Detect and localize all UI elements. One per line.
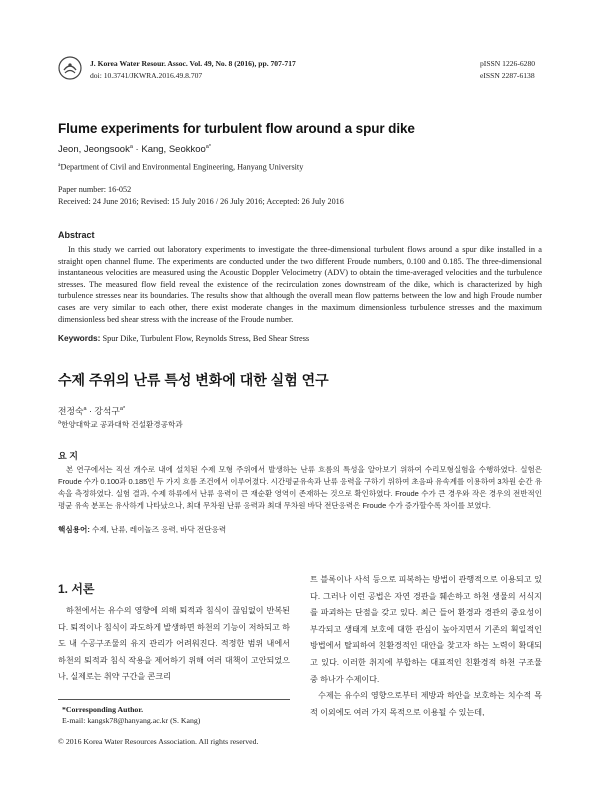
- korean-keywords-label: 핵심용어:: [58, 525, 90, 534]
- copyright: © 2016 Korea Water Resources Association. All rights reserved.: [58, 737, 259, 746]
- paper-meta: [58, 184, 344, 208]
- intro-right-column: [310, 572, 542, 721]
- paper-title: Flume experiments for turbulent flow around a spur dike: [58, 121, 415, 136]
- corresponding-author-email[interactable]: E-mail: kangsk78@hanyang.ac.kr (S. Kang): [62, 716, 201, 725]
- corresponding-author-footnote: [62, 704, 200, 726]
- korean-summary-body: 본 연구에서는 직선 개수로 내에 설치된 수제 모형 주위에서 발생하는 난류 흐름의 특성을 알아보기 위하여 수리모형실험을 수행하였다. 실험은 Froude 수가 0.100과 0.185인 두 가지 흐름 조건에서 이루어졌다. 시간평균유속과 난류 응력을 구하기 위하여 초음파 유속계를 이용하여 3차원 순간 유속을 측정하였다. 실험 결과, 수제 하류에서 난류 응력이 큰 재순환 영역이 존재하는 것으로 확인하였다. Froude 수가 큰 경우와 작은 경우의 전반적인 평균 유속 분포는 유사하게 나타났으나, 최대 무차원 난류 응력과 최대 무차원 바닥 전단응력은 Froude 수가 증가할수록 차이를 보였다.: [58, 465, 542, 510]
- korean-summary-heading: 요 지: [58, 451, 78, 461]
- abstract-body: In this study we carried out laboratory experiments to investigate the three-dimensional turbulent flows around a spur dike installed in a straight open channel flume. The experiments are conducted under the two different Froude numbers, 0.100 and 0.185. The three-dimensional instantaneous velocities are measured using the Acoustic Doppler Velocimetry (ADV) to obtain the time-averaged velocities and the turbulence stresses. The measured flow field reveal the existence of the recirculation zones downstream of the dike, which is characterized by high turbulence stresses near its boundaries. The results show that although the overall mean flow patterns between the low and high Froude number cases are very similar to each other, there exist moderate changes in the maximum dimensionless turbulence stresses and the maximum dimensionless bed shear stress with the increase of the Froude number.: [58, 245, 542, 324]
- corresponding-author-label: *Corresponding Author.: [62, 705, 144, 714]
- author-separator: ·: [132, 144, 142, 156]
- author-name: 강석구: [94, 406, 120, 416]
- pissn: pISSN 1226-6280: [480, 59, 536, 68]
- author-name: 전정숙: [58, 406, 84, 416]
- author-name: Jeon, Jeongsook: [58, 144, 130, 156]
- journal-logo-icon: [58, 56, 82, 80]
- paper-number: Paper number: 16-052: [58, 185, 132, 194]
- keywords-text: Spur Dike, Turbulent Flow, Reynolds Stress, Bed Shear Stress: [100, 334, 310, 343]
- author-affil-mark: a*: [119, 406, 126, 413]
- intro-heading: 1. 서론: [58, 582, 95, 596]
- doi[interactable]: doi: 10.3741/JKWRA.2016.49.8.707: [90, 71, 203, 80]
- paper-dates: Received: 24 June 2016; Revised: 15 July 2016 / 26 July 2016; Accepted: 26 July 2016: [58, 197, 344, 206]
- author-separator: ·: [86, 406, 95, 416]
- intro-left-column: 하천에서는 유수의 영향에 의해 퇴적과 침식이 끊임없이 반복된다. 퇴적이나 침식이 과도하게 발생하면 하천의 기능이 저하되고 하도 내 수공구조물의 유지 관리가 어려워진다. 적정한 범위 내에서 하천의 퇴적과 침식 작용을 제어하기 위해 여러 대책이 고안되었으나, 실제로는 취약 구간을 콘크리: [58, 606, 290, 682]
- abstract-heading: Abstract: [58, 230, 95, 240]
- affiliation-mark: a: [58, 162, 61, 168]
- korean-keywords-text: 수제, 난류, 레이놀즈 응력, 바닥 전단응력: [89, 525, 227, 534]
- affiliation: [58, 162, 303, 172]
- intro-paragraph: 트 블록이나 사석 등으로 피복하는 방법이 관행적으로 이용되고 있다. 그러나 이런 공법은 자연 경관을 훼손하고 하천 생물의 서식지를 파괴하는 단점을 갖고 있다. 최근 들어 환경과 경관의 중요성이 부각되고 생태계 보호에 대한 관심이 높아지면서 기존의 획일적인 방법에서 탈피하여 친환경적인 대안을 찾고자 하는 노력이 확대되고 있다. 이러한 취지에 부합하는 대표적인 친환경적 하천 구조물 중 하나가 수제이다.: [310, 575, 542, 684]
- korean-keywords: [58, 524, 226, 535]
- author-affil-mark: a*: [205, 144, 211, 150]
- author-affil-mark: a: [129, 144, 133, 150]
- author-list: [58, 144, 211, 155]
- intro-paragraph: 수제는 유수의 영향으로부터 제방과 하안을 보호하는 치수적 목적 이외에도 여러 가지 목적으로 이용될 수 있는데,: [310, 691, 542, 717]
- affiliation-mark: a: [58, 419, 62, 426]
- footnote-rule: [58, 699, 290, 700]
- author-name: Kang, Seokkoo: [141, 144, 206, 156]
- eissn: eISSN 2287-6138: [480, 71, 535, 80]
- journal-header: [90, 58, 296, 82]
- keywords: [58, 333, 309, 343]
- korean-author-list: [58, 404, 125, 417]
- author-affil-mark: a: [83, 406, 87, 413]
- issn-block: [480, 58, 535, 82]
- korean-affiliation: [58, 419, 183, 430]
- journal-citation: J. Korea Water Resour. Assoc. Vol. 49, No. 8 (2016), pp. 707-717: [90, 59, 296, 68]
- korean-title: 수제 주위의 난류 특성 변화에 대한 실험 연구: [58, 372, 329, 388]
- keywords-label: Keywords:: [58, 333, 101, 343]
- affiliation-text: Department of Civil and Environmental Engineering, Hanyang University: [60, 162, 304, 172]
- affiliation-text: 한양대학교 공과대학 건설환경공학과: [61, 420, 183, 429]
